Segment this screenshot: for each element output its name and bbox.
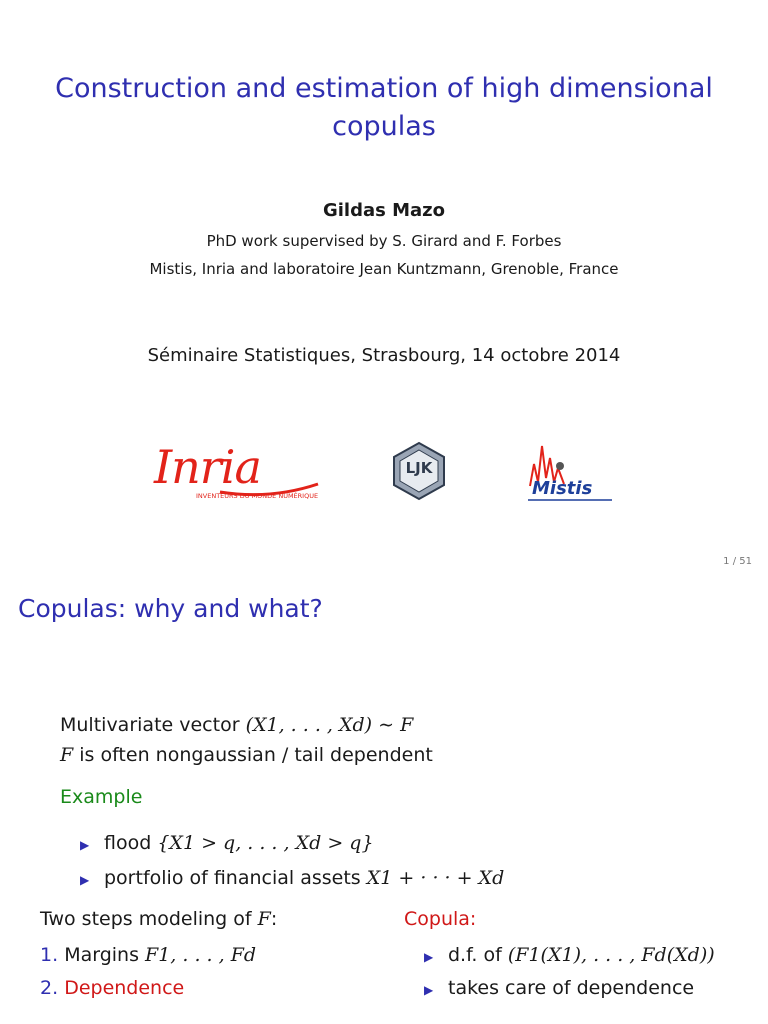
copula-bullet-dependence	[424, 977, 694, 999]
nongaussian-line	[60, 744, 433, 766]
title-line-2: copulas	[332, 111, 436, 142]
inria-logo	[150, 440, 325, 508]
vector-text: Multivariate vector	[60, 714, 240, 736]
bullet-triangle-icon: ▶	[424, 950, 434, 964]
content-slide	[0, 580, 768, 1024]
bullet-flood	[80, 832, 374, 854]
two-steps-colon: :	[270, 908, 278, 930]
bullet-text: takes care of dependence	[448, 977, 695, 999]
nongaussian-text: is often nongaussian / tail dependent	[79, 744, 433, 766]
step-number: 2.	[40, 977, 59, 999]
step-expression: F1, . . . , Fd	[145, 944, 257, 966]
slide-title: Copulas: why and what?	[18, 594, 323, 623]
bullet-triangle-icon: ▶	[80, 838, 90, 852]
affiliation-line: Mistis, Inria and laboratoire Jean Kuntzmann, Grenoble, France	[149, 260, 619, 278]
bullet-expression: X1 + · · · + Xd	[366, 867, 505, 889]
two-steps-heading	[40, 908, 277, 930]
presentation-title	[0, 70, 768, 146]
bullet-text: flood	[104, 832, 152, 854]
bullet-expression: {X1 > q, . . . , Xd > q}	[157, 832, 374, 854]
bullet-portfolio	[80, 867, 504, 889]
copula-heading: Copula:	[404, 908, 477, 930]
bullet-triangle-icon: ▶	[424, 983, 434, 997]
bullet-text: portfolio of financial assets	[104, 867, 361, 889]
copula-bullet-df	[424, 944, 715, 966]
two-steps-variable: F	[257, 908, 271, 930]
author-name: Gildas Mazo	[322, 200, 446, 221]
bullet-expression: (F1(X1), . . . , Fd(Xd))	[507, 944, 715, 966]
inria-tagline: INVENTEURS DU MONDE NUMÉRIQUE	[196, 492, 319, 500]
title-line-1: Construction and estimation of high dimensional	[55, 73, 713, 104]
mistis-wordmark: Mistis	[532, 478, 593, 499]
two-steps-text: Two steps modeling of	[40, 908, 252, 930]
step-dependence	[40, 977, 184, 999]
inria-wordmark: Inria	[154, 440, 261, 494]
seminar-line: Séminaire Statistiques, Strasbourg, 14 octobre 2014	[147, 345, 621, 366]
ljk-letters: LJK	[405, 459, 433, 477]
example-label: Example	[60, 786, 143, 808]
bullet-text: d.f. of	[448, 944, 502, 966]
vector-expression: (X1, . . . , Xd) ∼ F	[245, 714, 414, 736]
step-text: Margins	[64, 944, 139, 966]
step-margins	[40, 944, 256, 966]
vector-line	[60, 714, 413, 736]
supervision-line: PhD work supervised by S. Girard and F. Forbes	[206, 232, 562, 250]
mistis-logo	[520, 438, 615, 504]
page-number: 1 / 51	[723, 556, 752, 567]
step-text: Dependence	[64, 977, 185, 999]
bullet-triangle-icon: ▶	[80, 873, 90, 887]
step-number: 1.	[40, 944, 59, 966]
distribution-variable: F	[60, 744, 74, 766]
ljk-logo	[390, 441, 448, 501]
